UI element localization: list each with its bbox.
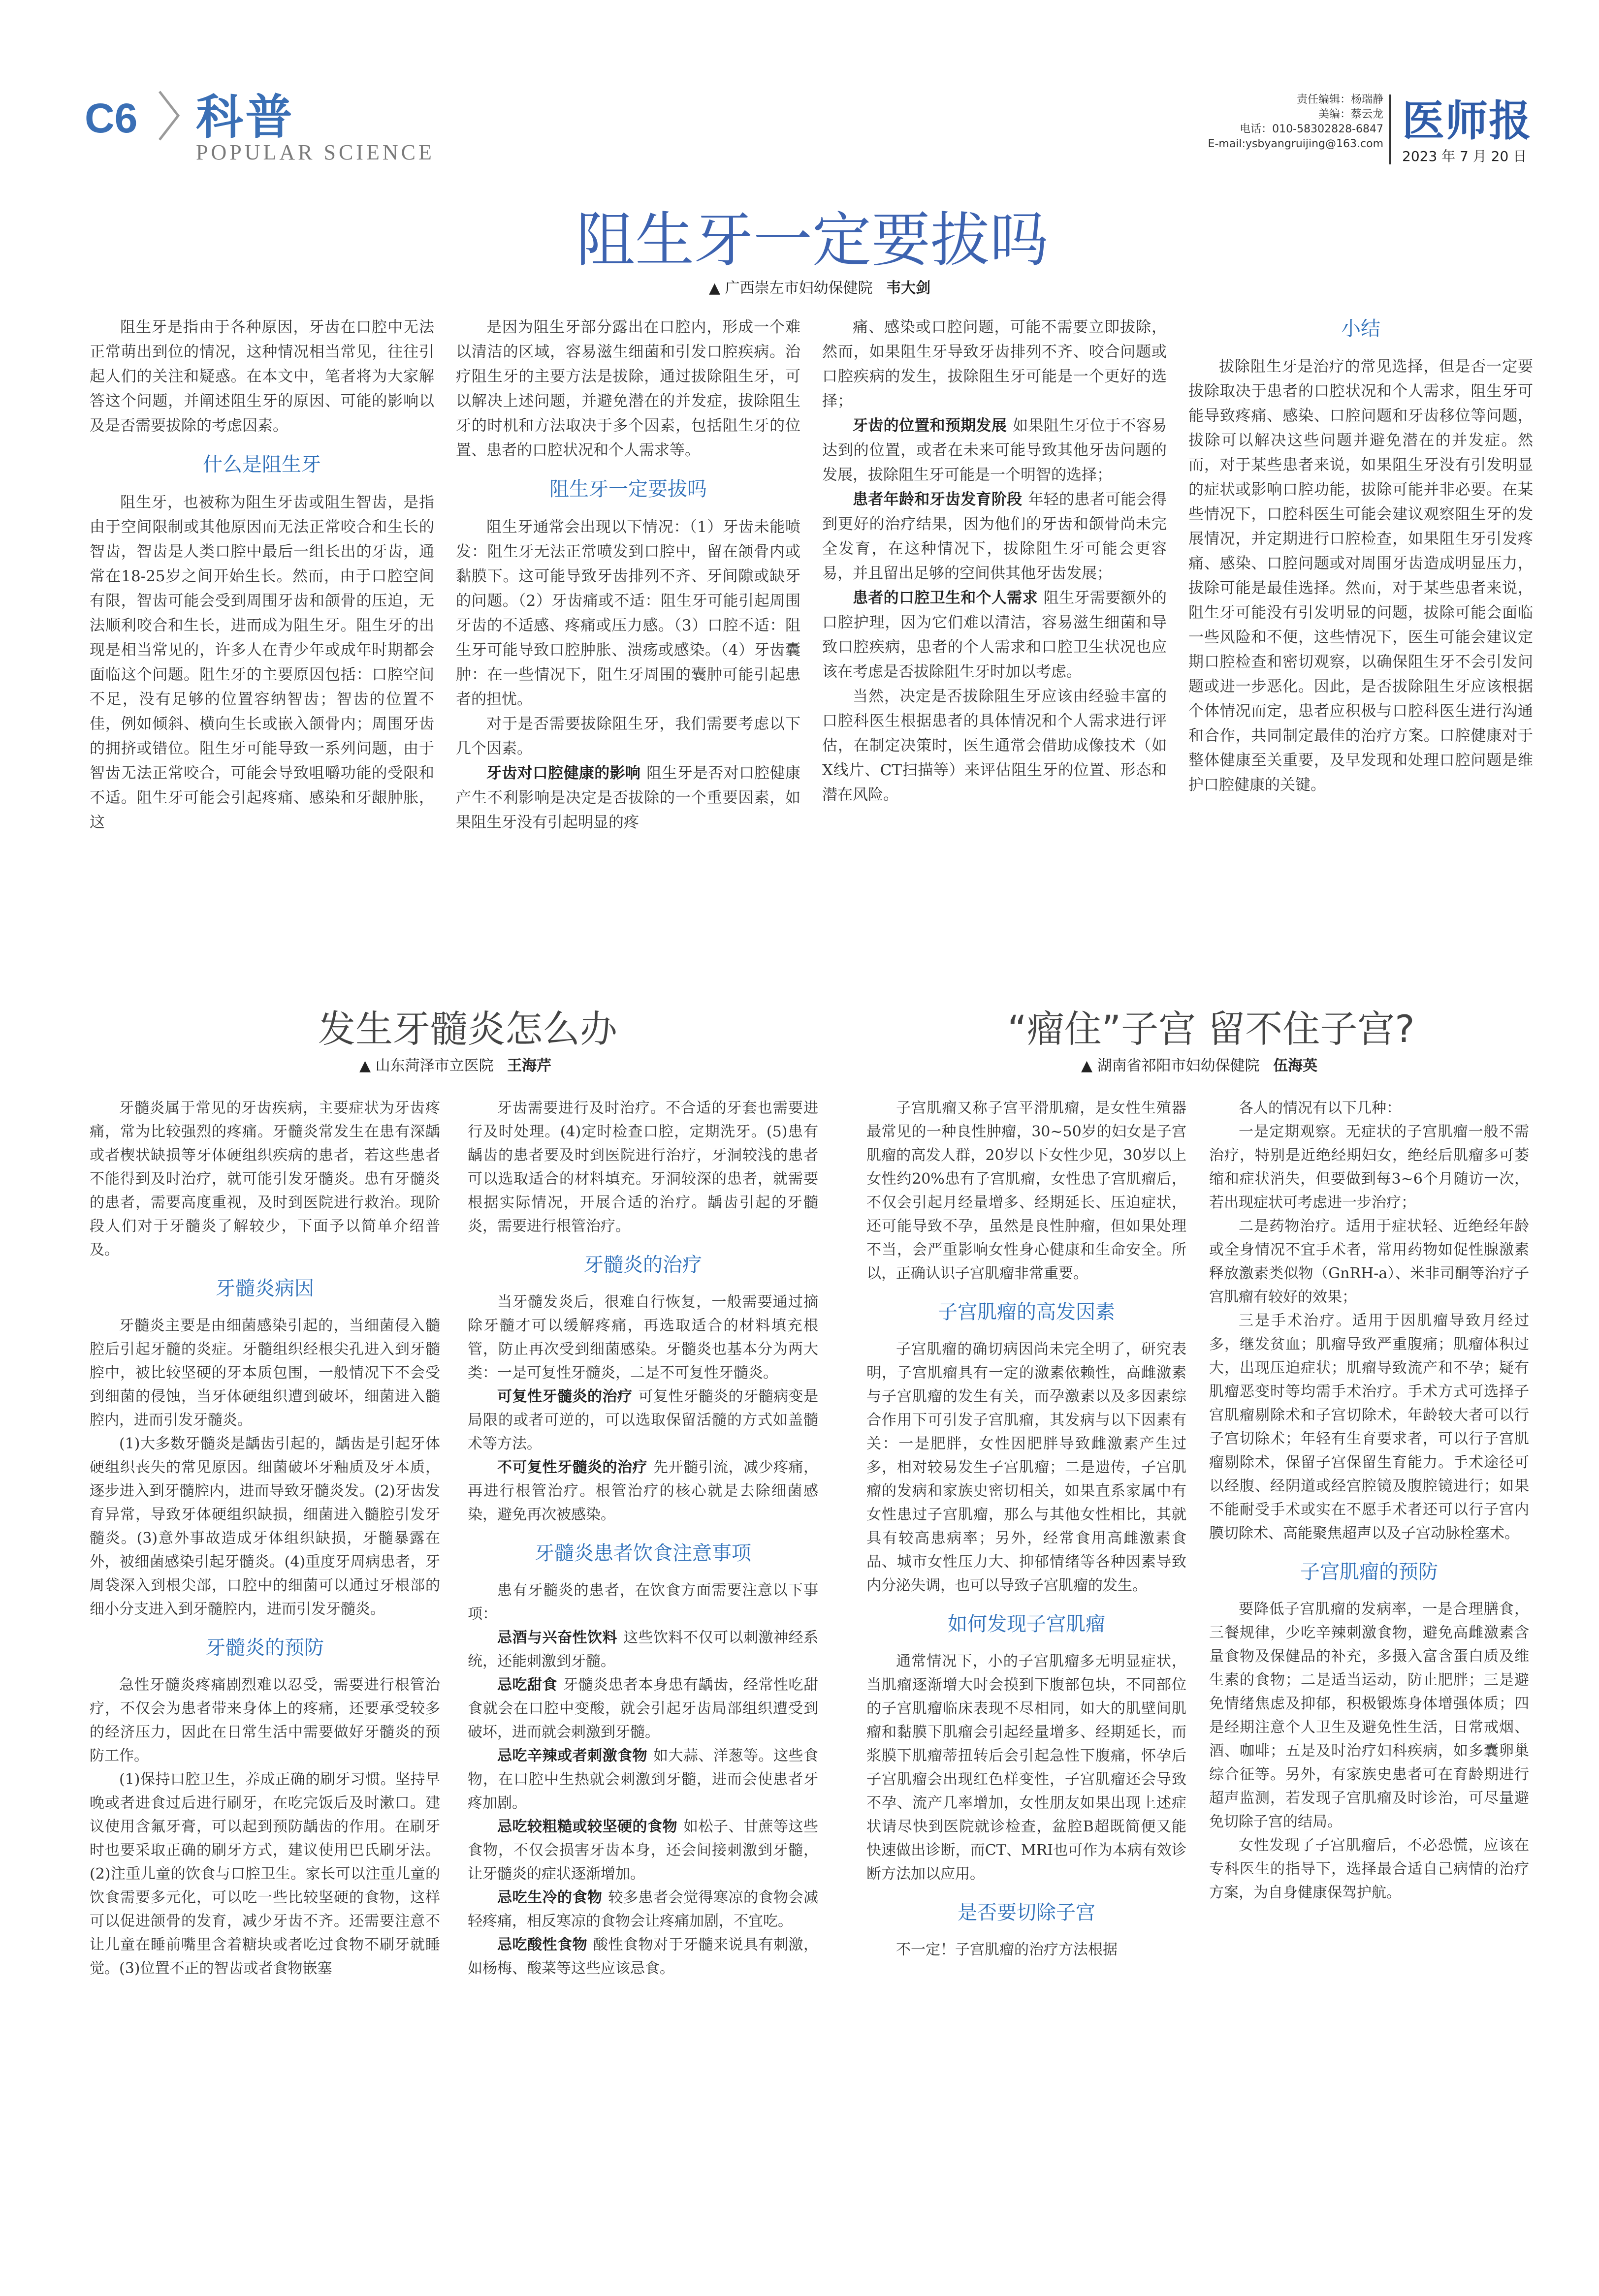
byline-org: ▲ 湖南省祁阳市妇幼保健院 [1081,1057,1260,1074]
paragraph [468,1673,818,1744]
section-heading: 阻生牙一定要拔吗 [549,478,707,501]
article-title: 阻生牙一定要拔吗 [576,206,1049,275]
paragraph-text: 如大蒜、洋葱等。这些食物，在口腔中生热就会刺激到牙髓，进而会使患者牙疼加剧。 [468,1747,818,1812]
paragraph [456,761,800,835]
editor-info [1172,93,1383,152]
paragraph [468,1815,818,1886]
lead-phrase: 忌吃较粗糙或较坚硬的食物 [497,1818,677,1835]
byline-author: 伍海英 [1273,1057,1318,1074]
paragraph-text: 可复性牙髓炎的牙髓病变是局限的或者可逆的，可以选取保留活髓的方式如盖髓术等方法。 [468,1388,818,1452]
paragraph: 牙髓炎主要是由细菌感染引起的，当细菌侵入髓腔后引起牙髓的炎症。牙髓组织经根尖孔进入到牙髓腔中，被比较坚硬的牙本质包围，一般情况下不会受到细菌的侵蚀，当牙体硬组织遭到破坏，细菌进入髓腔内，进而引发牙髓炎。 [90,1317,440,1429]
paragraph: 牙齿需要进行及时治疗。不合适的牙套也需要进行及时处理。(4)定时检查口腔，定期洗牙。(5)患有龋齿的患者要及时到医院进行治疗，牙洞较浅的患者可以选取适合的材料填充。牙洞较深的患者，就需要根据实际情况，开展合适的治疗。龋齿引起的牙髓炎，需要进行根管治疗。 [468,1100,818,1235]
article-byline [359,1053,551,1075]
article-title: “瘤住”子宫 留不住子宫? [1007,1007,1415,1051]
paragraph-text: 如果阻生牙位于不容易达到的位置，或者在未来可能导致其他牙齿问题的发展，拔除阻生牙可能是一个明智的选择； [822,417,1167,484]
paragraph: 通常情况下，小的子宫肌瘤多无明显症状，当肌瘤逐渐增大时会摸到下腹部包块，不同部位的子宫肌瘤临床表现不尽相同，如大的肌壁间肌瘤和黏膜下肌瘤会引起经量增多、经期延长，而浆膜下肌瘤蒂扭转后会引起急性下腹痛，怀孕后子宫肌瘤会出现红色样变性，子宫肌瘤还会导致不孕、流产几率增加，女性朋友如果出现上述症状请尽快到医院就诊检查，盆腔B超既简便又能快速做出诊断，而CT、MRI也可作为本病有效诊断方法加以应用。 [866,1653,1186,1883]
paragraph [822,487,1167,586]
paragraph: 女性发现了子宫肌瘤后，不必恐慌，应该在专科医生的指导下，选择最合适自己病情的治疗方案，为自身健康保驾护航。 [1209,1837,1529,1901]
byline-author: 王海芹 [507,1057,552,1074]
newspaper-logo: 医师报 [1402,96,1532,146]
paragraph-text: 如松子、甘蔗等这些食物，不仅会损害牙齿本身，还会间接刺激到牙髓，让牙髓炎的症状逐渐增加。 [468,1818,818,1883]
section-subtitle: POPULAR SCIENCE [196,140,435,164]
article-column [1209,1097,1529,1905]
section-heading: 如何发现子宫肌瘤 [948,1613,1105,1636]
lead-phrase: 忌吃甜食 [497,1676,557,1694]
email-line: E-mail:ysbyangruijing@163.com [1208,138,1383,150]
paragraph [468,1933,818,1981]
paragraph: 痛、感染或口腔问题，可能不需要立即拔除，然而，如果阻生牙导致牙齿排列不齐、咬合问题或口腔疾病的发生，拔除阻生牙可能是一个更好的选择； [822,318,1167,410]
section-heading: 是否要切除子宫 [958,1901,1095,1924]
section-heading: 牙髓炎患者饮食注意事项 [535,1542,751,1565]
paragraph: 当然，决定是否拔除阻生牙应该由经验丰富的口腔科医生根据患者的具体情况和个人需求进行评估，在制定决策时，医生通常会借助成像技术（如X线片、CT扫描等）来评估阻生牙的位置、形态和潜在风险。 [822,688,1167,804]
paragraph: 不一定！子宫肌瘤的治疗方法根据 [896,1941,1118,1958]
paragraph: 三是手术治疗。适用于因肌瘤导致月经过多，继发贫血；肌瘤导致严重腹痛；肌瘤体积过大，出现压迫症状；肌瘤导致流产和不孕；疑有肌瘤恶变时等均需手术治疗。手术方式可选择子宫肌瘤剔除术和子宫切除术，年龄较大者可以行子宫切除术；年轻有生育要求者，可以行子宫肌瘤剔除术，保留子宫保留生育能力。手术途径可以经腹、经阴道或经宫腔镜及腹腔镜进行；如果不能耐受手术或实在不愿手术者还可以行子宫内膜切除术、高能聚焦超声以及子宫动脉栓塞术。 [1209,1312,1529,1542]
article-column [90,1097,440,1981]
article-column [468,1097,818,1981]
article-title: 发生牙髓炎怎么办 [318,1007,617,1051]
masthead-divider [1389,94,1391,164]
article-column [90,315,434,835]
paragraph [468,1886,818,1933]
paragraph: (1)保持口腔卫生，养成正确的刷牙习惯。坚持早晚或者进食过后进行刷牙，在吃完饭后及时漱口。建议使用含氟牙膏，可以起到预防龋齿的作用。在刷牙时也要采取正确的刷牙方式，建议使用巴氏刷牙法。(2)注重儿童的饮食与口腔卫生。家长可以注重儿童的饮食需要多元化，可以吃一些比较坚硬的食物，这样可以促进颌骨的发育，减少牙齿不齐。还需要注意不让儿童在睡前嘴里含着糖块或者吃过食物不刷牙就睡觉。(3)位置不正的智齿或者食物嵌塞 [90,1771,440,1977]
page-number: C6 [85,95,138,141]
paragraph-text: 年轻的患者可能会得到更好的治疗结果，因为他们的牙齿和颌骨尚未完全发育，在这种情况下，拔除阻生牙可能会更容易，并且留出足够的空间供其他牙齿发展； [822,491,1167,582]
paragraph: 各人的情况有以下几种： [1239,1100,1401,1117]
byline-org: ▲ 山东菏泽市立医院 [359,1057,494,1074]
paragraph: 二是药物治疗。适用于症状轻、近绝经年龄或全身情况不宜手术者，常用药物如促性腺激素释放激素类似物（GnRH-a）、米非司酮等治疗子宫肌瘤有较好的效果； [1209,1218,1529,1306]
lead-phrase: 可复性牙髓炎的治疗 [497,1388,633,1405]
section-heading: 牙髓炎的预防 [206,1636,324,1659]
chevron-right-icon [157,89,181,143]
lead-phrase: 不可复性牙髓炎的治疗 [497,1459,647,1476]
paragraph: 患有牙髓炎的患者，在饮食方面需要注意以下事项： [468,1582,818,1623]
paragraph-text: 阻生牙是否对口腔健康产生不利影响是决定是否拔除的一个重要因素，如果阻生牙没有引起明显的疼 [456,764,801,831]
paragraph: 牙髓炎属于常见的牙齿疾病，主要症状为牙齿疼痛，常为比较强烈的疼痛。牙髓炎常发生在患有深龋或者楔状缺损等牙体硬组织疾病的患者，若这些患者不能得到及时治疗，就可能引发牙髓炎。患有牙髓炎的患者，需要高度重视，及时到医院进行救治。现阶段人们对于牙髓炎了解较少，下面予以简单介绍普及。 [90,1100,440,1258]
paragraph: 急性牙髓炎疼痛剧烈难以忍受，需要进行根管治疗，不仅会为患者带来身体上的疼痛，还要承受较多的经济压力，因此在日常生活中需要做好牙髓炎的预防工作。 [90,1676,440,1764]
article-byline [1081,1053,1317,1075]
paragraph: 是因为阻生牙部分露出在口腔内，形成一个难以清洁的区域，容易滋生细菌和引发口腔疾病。治疗阻生牙的主要方法是拔除，通过拔除阻生牙，可以解决上述问题，并避免潜在的并发症，拔除阻生牙的时机和方法取决于多个因素，包括阻生牙的位置、患者的口腔状况和个人需求等。 [456,318,800,459]
paragraph: 要降低子宫肌瘤的发病率，一是合理膳食，三餐规律，少吃辛辣刺激食物，避免高雌激素含量食物及保健品的补充，多摄入富含蛋白质及维生素的食物；二是适当运动，防止肥胖；三是避免情绪焦虑及抑郁，积极锻炼身体增强体质；四是经期注意个人卫生及避免性生活，日常戒烟、酒、咖啡；五是及时治疗妇科疾病，如多囊卵巢综合征等。另外，有家族史患者可在育龄期进行超声监测，若发现子宫肌瘤及时诊治，可尽量避免切除子宫的结局。 [1209,1601,1529,1830]
issue-date: 2023 年 7 月 20 日 [1402,148,1527,164]
designer-line: 美编：蔡云龙 [1318,108,1383,121]
lead-phrase: 牙齿的位置和预期发展 [853,417,1007,435]
lead-phrase: 忌酒与兴奋性饮料 [497,1629,617,1646]
article-column [866,1097,1186,1962]
byline-author: 韦大剑 [886,280,931,297]
lead-phrase: 患者年龄和牙齿发育阶段 [853,491,1023,508]
paragraph-text: 较多患者会觉得寒凉的食物会减轻疼痛，相反寒凉的食物会让疼痛加剧，不宜吃。 [468,1889,818,1930]
paragraph [468,1626,818,1673]
paragraph: 阻生牙通常会出现以下情况：（1）牙齿未能喷发：阻生牙无法正常喷发到口腔中，留在颌骨内或黏膜下。这可能导致牙齿排列不齐、牙间隙或缺牙的问题。（2）牙齿痛或不适：阻生牙可能引起周围牙齿的不适感、疼痛或压力感。（3）口腔不适：阻生牙可能导致口腔肿胀、溃疡或感染。（4）牙齿囊肿：在一些情况下，阻生牙周围的囊肿可能引起患者的担忧。 [456,518,800,708]
phone-line: 电话：010-58302828-6847 [1240,123,1383,135]
section-heading: 牙髓炎的治疗 [584,1254,702,1276]
lead-phrase: 患者的口腔卫生和个人需求 [853,589,1038,607]
byline-org: ▲ 广西崇左市妇幼保健院 [709,280,873,297]
article-byline [709,276,930,297]
paragraph [822,413,1167,487]
paragraph [822,586,1167,684]
paragraph: 阻生牙，也被称为阻生牙齿或阻生智齿，是指由于空间限制或其他原因而无法正常咬合和生长的智齿，智齿是人类口腔中最后一组长出的牙齿，通常在18-25岁之间开始生长。然而，由于口腔空间有限，智齿可能会受到周围牙齿和颌骨的压迫，无法顺利咬合和生长，进而成为阻生牙。阻生牙的出现是相当常见的，许多人在青少年或成年时期都会面临这个问题。阻生牙的主要原因包括：口腔空间不足，没有足够的位置容纳智齿；智齿的位置不佳，例如倾斜、横向生长或嵌入颌骨内；周围牙齿的拥挤或错位。阻生牙可能导致一系列问题，由于智齿无法正常咬合，可能会导致咀嚼功能的受限和不适。阻生牙可能会引起疼痛、感染和牙龈肿胀，这 [90,494,434,831]
paragraph: 当牙髓发炎后，很难自行恢复，一般需要通过摘除牙髓才可以缓解疼痛，再选取适合的材料填充根管，防止再次受到细菌感染。牙髓炎也基本分为两大类：一是可复性牙髓炎，二是不可复性牙髓炎。 [468,1293,818,1382]
paragraph [468,1385,818,1456]
section-title: 科普 [196,90,294,145]
paragraph-text: 阻生牙需要额外的口腔护理，因为它们难以清洁，容易滋生细菌和导致口腔疾病，患者的个人需求和口腔卫生状况也应该在考虑是否拔除阻生牙时加以考虑。 [822,589,1167,681]
section-heading: 牙髓炎病因 [216,1277,314,1300]
section-heading: 什么是阻生牙 [203,453,321,476]
article-column [1188,315,1533,797]
paragraph [468,1456,818,1527]
paragraph-text: 先开髓引流，减少疼痛，再进行根管治疗。根管治疗的核心就是去除细菌感染，避免再次被感染。 [468,1459,818,1523]
lead-phrase: 忌吃辛辣或者刺激食物 [497,1747,647,1764]
paragraph: 对于是否需要拔除阻生牙，我们需要考虑以下几个因素。 [456,715,800,757]
paragraph: 阻生牙是指由于各种原因，牙齿在口腔中无法正常萌出到位的情况，这种情况相当常见，往往引起人们的关注和疑惑。在本文中，笔者将为大家解答这个问题，并阐述阻生牙的原因、可能的影响以及是否需要拔除的考虑因素。 [90,318,434,435]
article-column [822,315,1167,807]
paragraph-text: 酸性食物对于牙髓来说具有刺激，如杨梅、酸菜等这些应该忌食。 [468,1936,818,1977]
section-heading: 小结 [1341,317,1380,340]
article-column [456,315,800,835]
lead-phrase: 忌吃酸性食物 [497,1936,587,1953]
paragraph: 子宫肌瘤的确切病因尚未完全明了，研究表明，子宫肌瘤具有一定的激素依赖性，高雌激素与子宫肌瘤的发生有关，而孕激素以及多因素综合作用下可引发子宫肌瘤，其发病与以下因素有关：一是肥胖，女性因肥胖导致雌激素产生过多，相对较易发生子宫肌瘤；二是遗传，子宫肌瘤的发病和家族史密切相关，如果直系家属中有女性患过子宫肌瘤，那么与其他女性相比，其就具有较高患病率；另外，经常食用高雌激素食品、城市女性压力大、抑郁情绪等各种因素导致内分泌失调，也可以导致子宫肌瘤的发生。 [866,1341,1186,1594]
paragraph [468,1744,818,1815]
paragraph-text: 这些饮料不仅可以刺激神经系统，还能刺激到牙髓。 [468,1629,818,1670]
section-heading: 子宫肌瘤的预防 [1300,1561,1438,1583]
editor-line: 责任编辑：杨瑞静 [1296,94,1383,106]
lead-phrase: 牙齿对口腔健康的影响 [486,764,641,782]
paragraph: 拔除阻生牙是治疗的常见选择，但是否一定要拔除取决于患者的口腔状况和个人需求，阻生牙可能导致疼痛、感染、口腔问题和牙齿移位等问题，拔除可以解决这些问题并避免潜在的并发症。然而，对于某些患者来说，如果阻生牙没有引发明显的症状或影响口腔功能，拔除可能并非必要。在某些情况下，口腔科医生可能会建议观察阻生牙的发展情况，并定期进行口腔检查，如果阻生牙引发疼痛、感染、口腔问题或对周围牙齿造成明显压力，拔除可能是最佳选择。然而，对于某些患者来说，阻生牙可能没有引发明显的问题，拔除可能会面临一些风险和不便，这些情况下，医生可能会建议定期口腔检查和密切观察，以确保阻生牙不会引发问题或进一步恶化。因此，是否拔除阻生牙应该根据个体情况而定，患者应积极与口腔科医生进行沟通和合作，共同制定最佳的治疗方案。口腔健康对于整体健康至关重要，及早发现和处理口腔问题是维护口腔健康的关键。 [1188,358,1533,794]
paragraph-text: 牙髓炎患者本身患有龋齿，经常性吃甜食就会在口腔中变酸，就会引起牙齿局部组织遭受到破坏，进而就会刺激到牙髓。 [468,1676,818,1741]
paragraph: (1)大多数牙髓炎是龋齿引起的，龋齿是引起牙体硬组织丧失的常见原因。细菌破坏牙釉质及牙本质，逐步进入到牙髓腔内，进而导致牙髓炎发。(2)牙齿发育异常，导致牙体硬组织缺损，细菌进入髓腔引发牙髓炎。(3)意外事故造成牙体组织缺损，牙髓暴露在外，被细菌感染引起牙髓炎。(4)重度牙周病患者，牙周袋深入到根尖部，口腔中的细菌可以通过牙根部的细小分支进入到牙髓腔内，进而引发牙髓炎。 [90,1435,440,1618]
lead-phrase: 忌吃生冷的食物 [497,1889,603,1906]
paragraph: 子宫肌瘤又称子宫平滑肌瘤，是女性生殖器最常见的一种良性肿瘤，30~50岁的妇女是子宫肌瘤的高发人群，20岁以下女性少见，30岁以上女性约20%患有子宫肌瘤，女性患子宫肌瘤后，不仅会引起月经量增多、经期延长、压迫症状，还可能导致不孕，虽然是良性肿瘤，但如果处理不当，会严重影响女性身心健康和生命安全。所以，正确认识子宫肌瘤非常重要。 [866,1100,1186,1282]
section-heading: 子宫肌瘤的高发因素 [938,1301,1115,1323]
paragraph: 一是定期观察。无症状的子宫肌瘤一般不需治疗，特别是近绝经期妇女，绝经后肌瘤多可萎缩和症状消失，但要做到每3~6个月随访一次，若出现症状可考虑进一步治疗； [1209,1123,1529,1211]
